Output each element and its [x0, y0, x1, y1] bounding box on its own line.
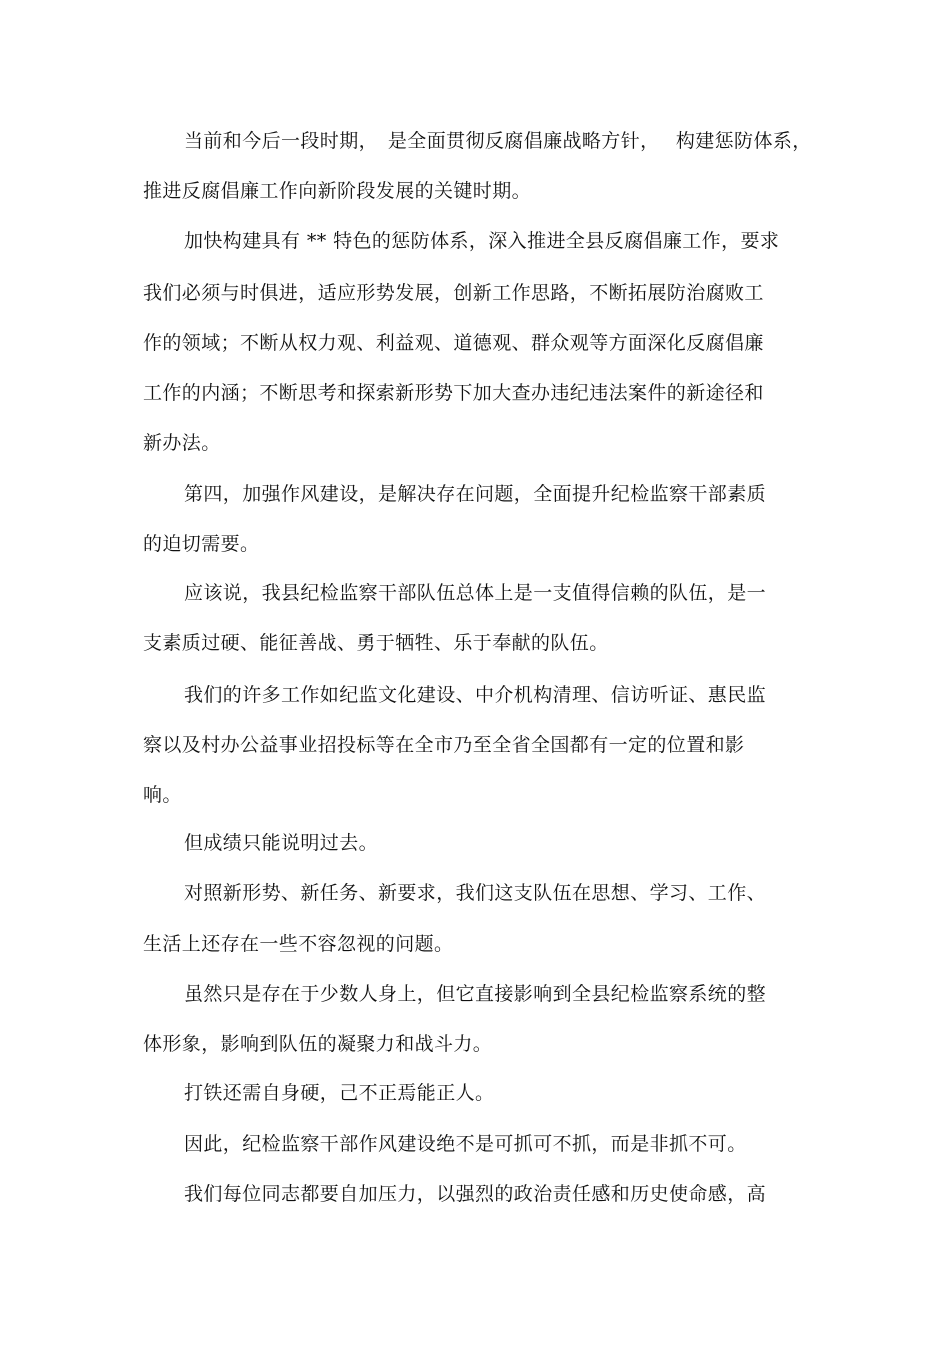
text-line: 我们每位同志都要自加压力，以强烈的政治责任感和历史使命感，高 [184, 1183, 767, 1205]
text-line: 支素质过硬、能征善战、勇于牺牲、乐于奉献的队伍。 [143, 632, 609, 654]
text-line: 加快构建具有 ** 特色的惩防体系，深入推进全县反腐倡廉工作，要求 [184, 230, 780, 252]
text-line: 我们必须与时俱进，适应形势发展，创新工作思路，不断拓展防治腐败工 [143, 282, 764, 304]
text-line: 应该说，我县纪检监察干部队伍总体上是一支值得信赖的队伍，是一 [184, 582, 767, 604]
text-line: 推进反腐倡廉工作向新阶段发展的关键时期。 [143, 180, 532, 202]
text-line: 第四，加强作风建设，是解决存在问题，全面提升纪检监察干部素质 [184, 483, 767, 505]
text-line: 新办法。 [143, 432, 221, 454]
text-line: 但成绩只能说明过去。 [184, 832, 379, 854]
text-line: 响。 [143, 784, 182, 806]
text-line: 当前和今后一段时期， 是全面贯彻反腐倡廉战略方针， 构建惩防体系， [184, 130, 812, 152]
text-line: 生活上还存在一些不容忽视的问题。 [143, 933, 454, 955]
text-line: 作的领域；不断从权力观、利益观、道德观、群众观等方面深化反腐倡廉 [143, 332, 764, 354]
text-line: 对照新形势、新任务、新要求，我们这支队伍在思想、学习、工作、 [184, 882, 767, 904]
text-line: 打铁还需自身硬，己不正焉能正人。 [184, 1082, 495, 1104]
text-line: 虽然只是存在于少数人身上，但它直接影响到全县纪检监察系统的整 [184, 983, 767, 1005]
text-line: 的迫切需要。 [143, 533, 260, 555]
text-line: 因此，纪检监察干部作风建设绝不是可抓可不抓，而是非抓不可。 [184, 1133, 747, 1155]
text-line: 我们的许多工作如纪监文化建设、中介机构清理、信访听证、惠民监 [184, 684, 767, 706]
text-line: 察以及村办公益事业招投标等在全市乃至全省全国都有一定的位置和影 [143, 734, 745, 756]
text-line: 体形象，影响到队伍的凝聚力和战斗力。 [143, 1033, 493, 1055]
text-line: 工作的内涵；不断思考和探索新形势下加大查办违纪违法案件的新途径和 [143, 382, 764, 404]
